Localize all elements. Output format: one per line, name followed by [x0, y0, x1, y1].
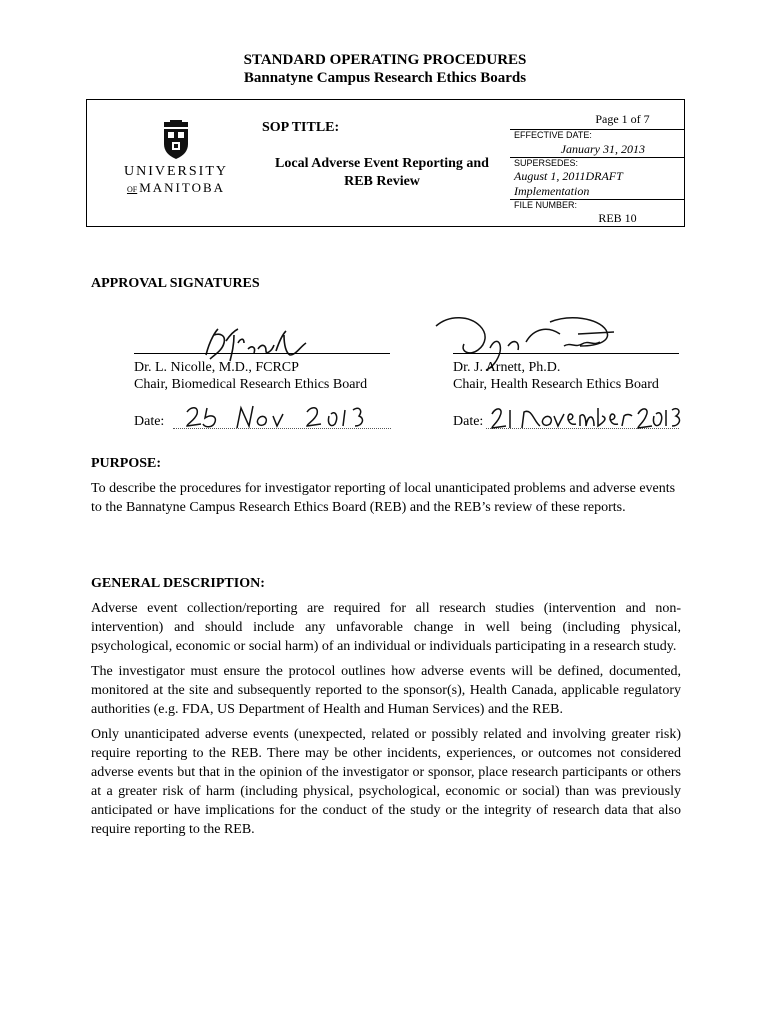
document-header-subtitle: Bannatyne Campus Research Ethics Boards — [243, 70, 527, 86]
general-description-body — [91, 599, 681, 839]
sop-meta-column — [510, 100, 685, 226]
supersedes-value: August 1, 2011DRAFT — [514, 169, 623, 183]
general-description-heading: GENERAL DESCRIPTION: — [91, 576, 265, 591]
file-number-label: FILE NUMBER: — [510, 199, 685, 210]
general-paragraph-2: The investigator must ensure the protocol outlines how adverse events will be defined, documented, monitored at the site and subsequently reported to the sponsor(s), Health Canada, applicable regulatory authorities (e.g. FDA, US Department of Health and Human Services) and the REB. — [91, 664, 681, 717]
sop-title: Local Adverse Event Reporting and REB Review — [275, 156, 489, 189]
university-logo — [101, 120, 251, 210]
page-number: Page 1 of 7 — [595, 112, 650, 126]
document-header-title: STANDARD OPERATING PROCEDURES — [243, 52, 527, 68]
right-handwritten-date — [488, 402, 683, 432]
right-signatory-role: Chair, Health Research Ethics Board — [453, 377, 659, 392]
general-paragraph-1: Adverse event collection/reporting are required for all research studies (intervention and non-intervention) and should include any unfavorable change in well being (including physical, psychological, economic or social harm) of an individual or individuals participating in a research study. — [91, 601, 681, 654]
left-handwritten-date — [183, 402, 373, 432]
effective-date-value: January 31, 2013 — [560, 142, 645, 156]
signature-line-right — [453, 353, 679, 354]
effective-date-label: EFFECTIVE DATE: — [510, 129, 685, 140]
right-date-label: Date: — [453, 414, 484, 429]
right-signatory-name: Dr. J. Arnett, Ph.D. — [453, 360, 561, 375]
sop-info-box — [86, 99, 685, 227]
left-signatory-name: Dr. L. Nicolle, M.D., FCRCP — [134, 360, 299, 375]
sop-title-label: SOP TITLE: — [262, 120, 340, 135]
supersedes-label: SUPERSEDES: — [510, 157, 685, 168]
signature-left — [200, 325, 315, 365]
purpose-text: To describe the procedures for investigator reporting of local unanticipated problems and adverse events to the Bannatyne Campus Research Ethics Board (REB) and the REB’s review of these reports. — [91, 481, 676, 515]
left-signatory-role: Chair, Biomedical Research Ethics Board — [134, 377, 368, 392]
file-number-value: REB 10 — [598, 211, 637, 225]
logo-university-text: UNIVERSITY — [124, 164, 228, 179]
left-date-label: Date: — [134, 414, 165, 429]
purpose-heading: PURPOSE: — [91, 456, 161, 471]
crest-icon — [161, 120, 191, 160]
approval-signatures-heading: APPROVAL SIGNATURES — [91, 276, 260, 291]
logo-manitoba-text: OF MANITOBA — [126, 180, 226, 195]
supersedes-value-2: Implementation — [514, 184, 590, 198]
signature-line-left — [134, 353, 390, 354]
general-paragraph-3: Only unanticipated adverse events (unexpected, related or possibly related and involving greater risk) require reporting to the REB. There may be other incidents, experiences, or outcomes not considered adverse events but that in the opinion of the investigator or sponsor, place research participants or others at a greater risk of harm (including physical, psychological, economic or social) than was previously anticipated or have implications for the conduct of the study or the integrity of research data that also require reporting to the REB. — [91, 727, 681, 837]
